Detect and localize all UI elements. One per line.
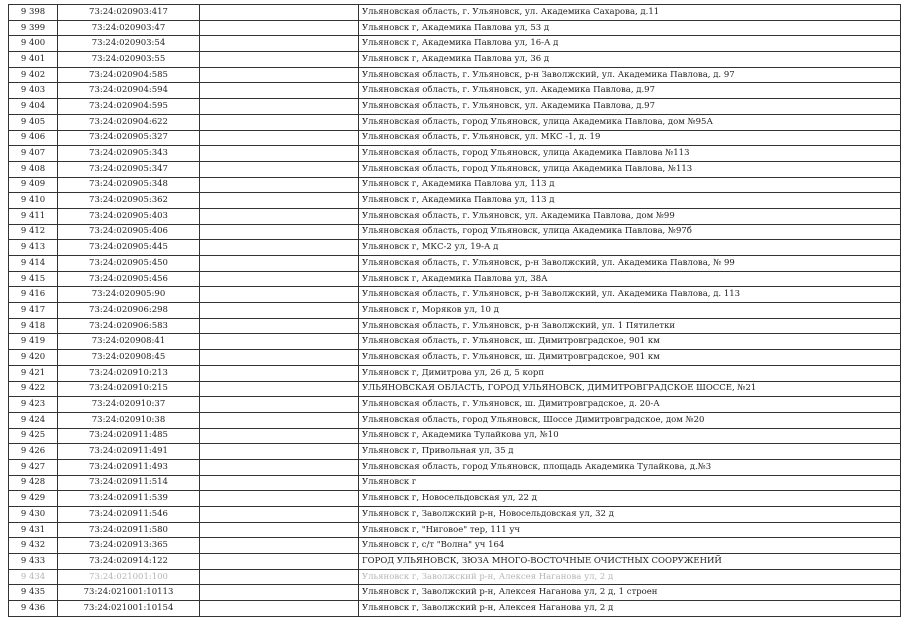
cadastral-number-cell: 73:24:020911:485 — [58, 428, 200, 444]
row-number-cell: 9 411 — [9, 208, 58, 224]
table-row — [9, 208, 901, 224]
table-row — [9, 20, 901, 36]
row-number-cell: 9 418 — [9, 318, 58, 334]
address-cell: Ульяновск г, Димитрова ул, 26 д, 5 корп — [359, 365, 901, 381]
address-cell: Ульяновская область, г. Ульяновск, ул. Академика Павлова, д.97 — [359, 83, 901, 99]
table-row — [9, 475, 901, 491]
row-number-cell: 9 401 — [9, 52, 58, 68]
cadastral-number-cell: 73:24:020905:343 — [58, 146, 200, 162]
empty-cell — [200, 381, 359, 397]
table-row — [9, 67, 901, 83]
cadastral-number-cell: 73:24:020908:45 — [58, 350, 200, 366]
empty-cell — [200, 224, 359, 240]
empty-cell — [200, 303, 359, 319]
empty-cell — [200, 444, 359, 460]
table-row — [9, 271, 901, 287]
empty-cell — [200, 256, 359, 272]
row-number-cell: 9 406 — [9, 130, 58, 146]
empty-cell — [200, 350, 359, 366]
cadastral-number-cell: 73:24:020911:539 — [58, 491, 200, 507]
row-number-cell: 9 408 — [9, 161, 58, 177]
table-row — [9, 224, 901, 240]
table-row — [9, 428, 901, 444]
cadastral-number-cell: 73:24:020910:38 — [58, 412, 200, 428]
cadastral-number-cell: 73:24:020905:327 — [58, 130, 200, 146]
table-row — [9, 193, 901, 209]
row-number-cell: 9 407 — [9, 146, 58, 162]
cadastral-number-cell: 73:24:020905:90 — [58, 287, 200, 303]
empty-cell — [200, 428, 359, 444]
table-row — [9, 36, 901, 52]
empty-cell — [200, 36, 359, 52]
row-number-cell: 9 417 — [9, 303, 58, 319]
table-row — [9, 554, 901, 570]
cadastral-number-cell: 73:24:020905:347 — [58, 161, 200, 177]
empty-cell — [200, 67, 359, 83]
empty-cell — [200, 365, 359, 381]
empty-cell — [200, 397, 359, 413]
row-number-cell: 9 422 — [9, 381, 58, 397]
cadastral-number-cell: 73:24:021001:10113 — [58, 585, 200, 601]
empty-cell — [200, 83, 359, 99]
table-row — [9, 585, 901, 601]
address-cell: Ульяновская область, г. Ульяновск, ш. Димитровградское, 901 км — [359, 334, 901, 350]
empty-cell — [200, 554, 359, 570]
cadastral-number-cell: 73:24:020903:47 — [58, 20, 200, 36]
cadastral-number-cell: 73:24:020905:450 — [58, 256, 200, 272]
empty-cell — [200, 177, 359, 193]
empty-cell — [200, 522, 359, 538]
cadastral-number-cell: 73:24:021001:10154 — [58, 601, 200, 617]
address-cell: Ульяновск г, "Ниговое" тер, 111 уч — [359, 522, 901, 538]
table-row — [9, 303, 901, 319]
row-number-cell: 9 424 — [9, 412, 58, 428]
address-cell: Ульяновск г, Академика Павлова ул, 38А — [359, 271, 901, 287]
table-row — [9, 5, 901, 21]
row-number-cell: 9 413 — [9, 240, 58, 256]
cadastral-number-cell: 73:24:020911:546 — [58, 507, 200, 523]
table-row — [9, 146, 901, 162]
cadastral-number-cell: 73:24:020904:585 — [58, 67, 200, 83]
row-number-cell: 9 435 — [9, 585, 58, 601]
cadastral-number-cell: 73:24:020903:55 — [58, 52, 200, 68]
table-row — [9, 161, 901, 177]
empty-cell — [200, 146, 359, 162]
address-cell: Ульяновск г, Академика Павлова ул, 36 д — [359, 52, 901, 68]
table-row — [9, 365, 901, 381]
row-number-cell: 9 434 — [9, 569, 58, 585]
cadastral-number-cell: 73:24:020910:213 — [58, 365, 200, 381]
row-number-cell: 9 409 — [9, 177, 58, 193]
empty-cell — [200, 99, 359, 115]
row-number-cell: 9 430 — [9, 507, 58, 523]
registry-table — [8, 4, 901, 617]
address-cell: Ульяновск г, Заволжский р-н, Алексея Наганова ул, 2 д — [359, 569, 901, 585]
empty-cell — [200, 20, 359, 36]
empty-cell — [200, 130, 359, 146]
empty-cell — [200, 161, 359, 177]
table-row — [9, 522, 901, 538]
cadastral-number-cell: 73:24:020905:406 — [58, 224, 200, 240]
address-cell: Ульяновская область, город Ульяновск, улица Академика Павлова, №97б — [359, 224, 901, 240]
row-number-cell: 9 420 — [9, 350, 58, 366]
row-number-cell: 9 416 — [9, 287, 58, 303]
empty-cell — [200, 475, 359, 491]
row-number-cell: 9 433 — [9, 554, 58, 570]
table-row — [9, 507, 901, 523]
empty-cell — [200, 208, 359, 224]
cadastral-number-cell: 73:24:020904:622 — [58, 114, 200, 130]
row-number-cell: 9 414 — [9, 256, 58, 272]
address-cell: Ульяновская область, г. Ульяновск, р-н Заволжский, ул. Академика Павлова, д. 113 — [359, 287, 901, 303]
address-cell: ГОРОД УЛЬЯНОВСК, ЗЮЗА МНОГО-ВОСТОЧНЫЕ ОЧИСТНЫХ СООРУЖЕНИЙ — [359, 554, 901, 570]
cadastral-number-cell: 73:24:020905:362 — [58, 193, 200, 209]
cadastral-number-cell: 73:24:021001:100 — [58, 569, 200, 585]
table-row — [9, 240, 901, 256]
table-row — [9, 256, 901, 272]
row-number-cell: 9 429 — [9, 491, 58, 507]
row-number-cell: 9 405 — [9, 114, 58, 130]
cadastral-number-cell: 73:24:020911:491 — [58, 444, 200, 460]
cadastral-number-cell: 73:24:020908:41 — [58, 334, 200, 350]
cadastral-number-cell: 73:24:020911:493 — [58, 459, 200, 475]
cadastral-number-cell: 73:24:020903:54 — [58, 36, 200, 52]
row-number-cell: 9 427 — [9, 459, 58, 475]
row-number-cell: 9 404 — [9, 99, 58, 115]
table-row — [9, 381, 901, 397]
cadastral-number-cell: 73:24:020904:594 — [58, 83, 200, 99]
address-cell: Ульяновская область, г. Ульяновск, ул. МКС -1, д. 19 — [359, 130, 901, 146]
row-number-cell: 9 399 — [9, 20, 58, 36]
table-row — [9, 130, 901, 146]
row-number-cell: 9 403 — [9, 83, 58, 99]
cadastral-number-cell: 73:24:020906:583 — [58, 318, 200, 334]
empty-cell — [200, 318, 359, 334]
table-row — [9, 491, 901, 507]
cadastral-number-cell: 73:24:020903:417 — [58, 5, 200, 21]
cadastral-number-cell: 73:24:020905:403 — [58, 208, 200, 224]
row-number-cell: 9 412 — [9, 224, 58, 240]
table-row — [9, 412, 901, 428]
row-number-cell: 9 410 — [9, 193, 58, 209]
empty-cell — [200, 334, 359, 350]
address-cell: Ульяновск г, Академика Павлова ул, 16-А д — [359, 36, 901, 52]
empty-cell — [200, 459, 359, 475]
row-number-cell: 9 425 — [9, 428, 58, 444]
empty-cell — [200, 491, 359, 507]
row-number-cell: 9 400 — [9, 36, 58, 52]
empty-cell — [200, 507, 359, 523]
empty-cell — [200, 240, 359, 256]
table-row — [9, 83, 901, 99]
empty-cell — [200, 287, 359, 303]
table-row — [9, 177, 901, 193]
table-row — [9, 538, 901, 554]
cadastral-number-cell: 73:24:020910:215 — [58, 381, 200, 397]
empty-cell — [200, 193, 359, 209]
table-row — [9, 334, 901, 350]
row-number-cell: 9 431 — [9, 522, 58, 538]
row-number-cell: 9 428 — [9, 475, 58, 491]
address-cell: УЛЬЯНОВСКАЯ ОБЛАСТЬ, ГОРОД УЛЬЯНОВСК, ДИМИТРОВГРАДСКОЕ ШОССЕ, №21 — [359, 381, 901, 397]
address-cell: Ульяновск г, Академика Павлова ул, 53 д — [359, 20, 901, 36]
table-row — [9, 444, 901, 460]
address-cell: Ульяновск г, Академика Павлова ул, 113 д — [359, 193, 901, 209]
table-row — [9, 601, 901, 617]
address-cell: Ульяновская область, город Ульяновск, площадь Академика Тулайкова, д.№3 — [359, 459, 901, 475]
row-number-cell: 9 436 — [9, 601, 58, 617]
cadastral-number-cell: 73:24:020905:445 — [58, 240, 200, 256]
table-row — [9, 52, 901, 68]
row-number-cell: 9 423 — [9, 397, 58, 413]
empty-cell — [200, 114, 359, 130]
address-cell: Ульяновская область, г. Ульяновск, р-н Заволжский, ул. Академика Павлова, № 99 — [359, 256, 901, 272]
table-row — [9, 350, 901, 366]
address-cell: Ульяновская область, г. Ульяновск, ул. Академика Павлова, д.97 — [359, 99, 901, 115]
row-number-cell: 9 419 — [9, 334, 58, 350]
table-row — [9, 318, 901, 334]
empty-cell — [200, 52, 359, 68]
address-cell: Ульяновск г, Моряков ул, 10 д — [359, 303, 901, 319]
cadastral-number-cell: 73:24:020906:298 — [58, 303, 200, 319]
cadastral-number-cell: 73:24:020913:365 — [58, 538, 200, 554]
table-row — [9, 397, 901, 413]
cadastral-number-cell: 73:24:020911:514 — [58, 475, 200, 491]
empty-cell — [200, 271, 359, 287]
address-cell: Ульяновск г, Привольная ул, 35 д — [359, 444, 901, 460]
row-number-cell: 9 432 — [9, 538, 58, 554]
address-cell: Ульяновск г, Заволжский р-н, Новосельдовская ул, 32 д — [359, 507, 901, 523]
empty-cell — [200, 5, 359, 21]
cadastral-number-cell: 73:24:020914:122 — [58, 554, 200, 570]
address-cell: Ульяновская область, город Ульяновск, улица Академика Павлова №113 — [359, 146, 901, 162]
empty-cell — [200, 585, 359, 601]
address-cell: Ульяновская область, г. Ульяновск, р-н Заволжский, ул. 1 Пятилетки — [359, 318, 901, 334]
address-cell: Ульяновск г, Заволжский р-н, Алексея Наганова ул, 2 д, 1 строен — [359, 585, 901, 601]
registry-table-body — [9, 5, 901, 617]
address-cell: Ульяновская область, г. Ульяновск, ул. Академика Павлова, дом №99 — [359, 208, 901, 224]
address-cell: Ульяновск г, Новосельдовская ул, 22 д — [359, 491, 901, 507]
cadastral-number-cell: 73:24:020911:580 — [58, 522, 200, 538]
table-row — [9, 569, 901, 585]
row-number-cell: 9 415 — [9, 271, 58, 287]
row-number-cell: 9 402 — [9, 67, 58, 83]
empty-cell — [200, 538, 359, 554]
address-cell: Ульяновская область, город Ульяновск, улица Академика Павлова, дом №95А — [359, 114, 901, 130]
address-cell: Ульяновск г, Академика Тулайкова ул, №10 — [359, 428, 901, 444]
table-row — [9, 114, 901, 130]
cadastral-number-cell: 73:24:020905:348 — [58, 177, 200, 193]
cadastral-number-cell: 73:24:020904:595 — [58, 99, 200, 115]
table-row — [9, 459, 901, 475]
address-cell: Ульяновск г, Заволжский р-н, Алексея Наганова ул, 2 д — [359, 601, 901, 617]
row-number-cell: 9 421 — [9, 365, 58, 381]
address-cell: Ульяновская область, г. Ульяновск, ш. Димитровградское, д. 20-А — [359, 397, 901, 413]
empty-cell — [200, 569, 359, 585]
row-number-cell: 9 398 — [9, 5, 58, 21]
address-cell: Ульяновская область, г. Ульяновск, р-н Заволжский, ул. Академика Павлова, д. 97 — [359, 67, 901, 83]
address-cell: Ульяновск г — [359, 475, 901, 491]
empty-cell — [200, 412, 359, 428]
cadastral-number-cell: 73:24:020910:37 — [58, 397, 200, 413]
address-cell: Ульяновская область, город Ульяновск, Шоссе Димитровградское, дом №20 — [359, 412, 901, 428]
table-row — [9, 99, 901, 115]
empty-cell — [200, 601, 359, 617]
address-cell: Ульяновск г, Академика Павлова ул, 113 д — [359, 177, 901, 193]
address-cell: Ульяновск г, с/т "Волна" уч 164 — [359, 538, 901, 554]
row-number-cell: 9 426 — [9, 444, 58, 460]
address-cell: Ульяновская область, г. Ульяновск, ш. Димитровградское, 901 км — [359, 350, 901, 366]
cadastral-number-cell: 73:24:020905:456 — [58, 271, 200, 287]
address-cell: Ульяновская область, г. Ульяновск, ул. Академика Сахарова, д.11 — [359, 5, 901, 21]
address-cell: Ульяновск г, МКС-2 ул, 19-А д — [359, 240, 901, 256]
table-row — [9, 287, 901, 303]
address-cell: Ульяновская область, город Ульяновск, улица Академика Павлова, №113 — [359, 161, 901, 177]
